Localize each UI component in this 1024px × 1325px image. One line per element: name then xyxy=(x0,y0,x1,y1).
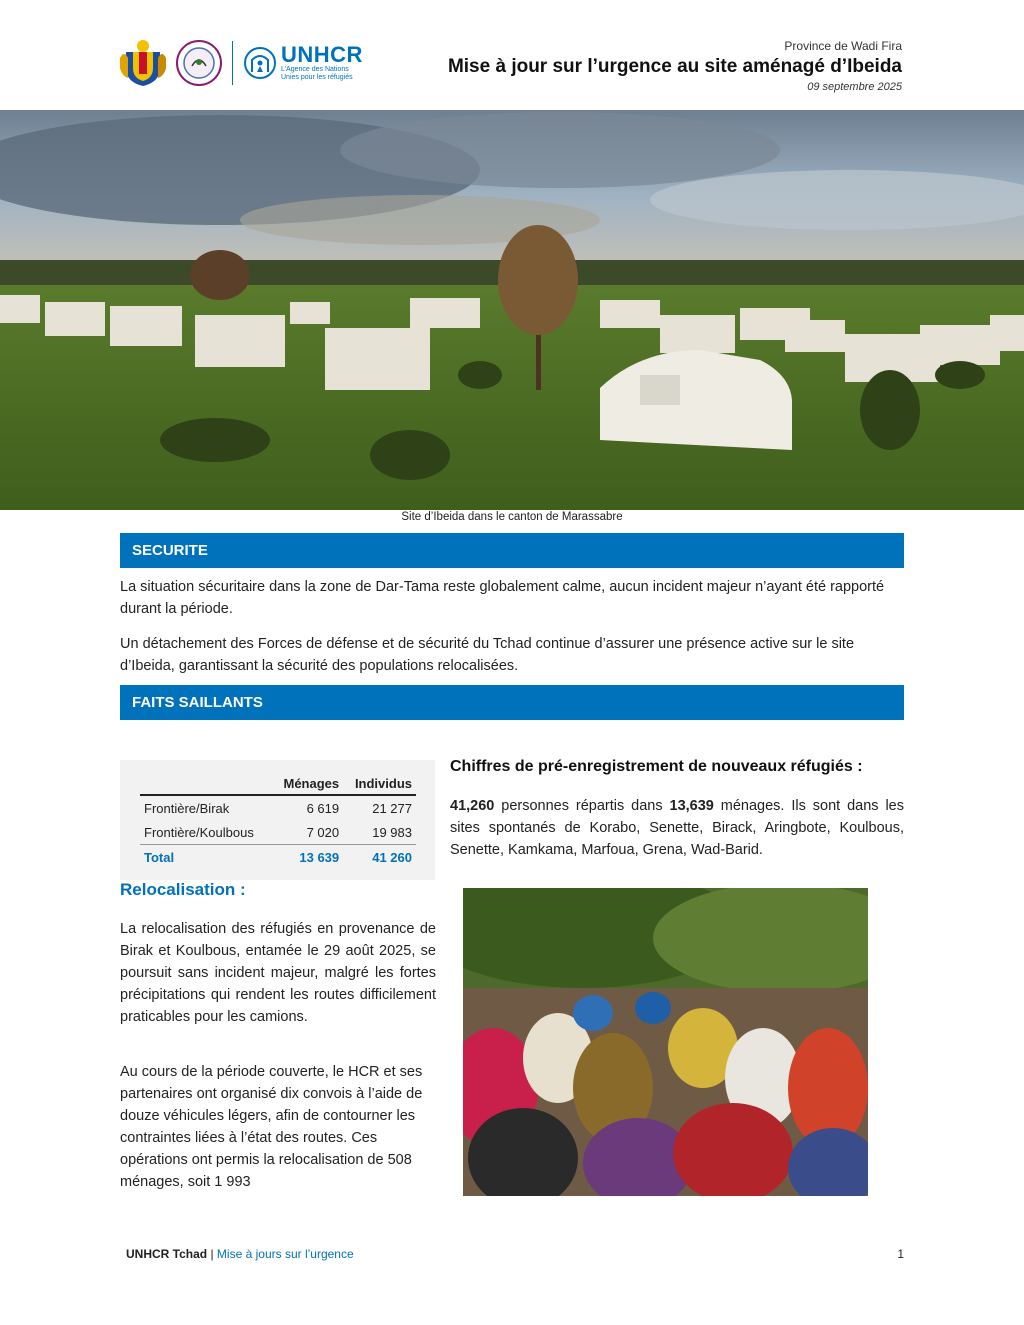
row-menages: 6 619 xyxy=(306,800,340,816)
unhcr-emblem-logo xyxy=(243,46,277,80)
chiffres-paragraph xyxy=(450,795,904,861)
page-footer xyxy=(126,1247,354,1261)
footer-subtitle: Mise à jours sur l’urgence xyxy=(216,1247,354,1261)
table-row xyxy=(140,795,416,820)
table-row xyxy=(140,820,416,845)
column-header-individus: Individus xyxy=(343,772,416,795)
logo-separator xyxy=(232,41,233,85)
stats-table-header xyxy=(140,772,416,795)
row-label: Frontière/Koulbous xyxy=(144,824,254,840)
province-label: Province de Wadi Fira xyxy=(784,39,902,53)
unhcr-wordmark-text: UNHCR xyxy=(281,42,363,67)
header-title-block xyxy=(448,38,902,94)
section-heading-faits-saillants: FAITS SAILLANTS xyxy=(120,685,904,720)
stats-table-box xyxy=(120,760,435,880)
relocalisation-title: Relocalisation : xyxy=(120,880,246,899)
row-label: Frontière/Birak xyxy=(144,800,230,816)
stats-table xyxy=(140,772,416,869)
column-header-menages: Ménages xyxy=(272,772,343,795)
logo-group xyxy=(118,38,363,88)
row-individus: 19 983 xyxy=(372,824,412,840)
section-heading-securite: SECURITE xyxy=(120,533,904,568)
unhcr-tagline-2: Unies pour les réfugiés xyxy=(281,74,353,81)
chiffres-text-a: personnes répartis dans xyxy=(494,798,670,814)
relocalisation-paragraph-1: La relocalisation des réfugiés en provenance de Birak et Koulbous, entamée le 29 août 2025, se poursuit sans incident majeur, malgré les fortes précipitations qui rendent les routes difficilement praticables pour les camions. xyxy=(120,921,436,1025)
chiffres-title: Chiffres de pré-enregistrement de nouveaux réfugiés : xyxy=(450,758,863,775)
footer-org: UNHCR Tchad xyxy=(126,1247,208,1261)
photo-caption: Site d’Ibeida dans le canton de Marassabre xyxy=(401,511,623,523)
total-individus: 41 260 xyxy=(343,845,416,870)
row-menages: 7 020 xyxy=(306,824,340,840)
cnarr-seal-logo xyxy=(176,40,222,86)
total-menages: 13 639 xyxy=(272,845,343,870)
securite-paragraph-1: La situation sécuritaire dans la zone de Dar-Tama reste globalement calme, aucun incident majeur n’ayant été rapporté durant la période. xyxy=(120,579,885,617)
page-number: 1 xyxy=(897,1247,904,1261)
footer-separator: | xyxy=(207,1247,217,1261)
unhcr-wordmark xyxy=(281,44,363,82)
publication-date: 09 septembre 2025 xyxy=(807,81,902,93)
page-header xyxy=(0,0,1024,110)
camp-tents-photo xyxy=(0,110,1024,510)
relocalisation-paragraph-2: Au cours de la période couverte, le HCR et ses partenaires ont organisé dix convois à l’aide de douze véhicules légers, afin de contourner les contraintes liées à l’état des routes. Ces opérations ont permis la relocalisation de 508 ménages, soit 1 993 xyxy=(120,1064,423,1190)
row-individus: 21 277 xyxy=(372,800,412,816)
page-title: Mise à jour sur l’urgence au site aménagé d’Ibeida xyxy=(447,56,902,77)
table-total-row xyxy=(140,845,416,870)
total-label: Total xyxy=(140,845,272,870)
chiffres-text-b: ménages. Ils sont dans les sites spontanés de Korabo, Senette, Birack, Aringbote, Koulbous, Senette, Kamkama, Marfoua, Grena, Wad-Barid. xyxy=(450,798,904,858)
unhcr-tagline-1: L’Agence des Nations xyxy=(281,66,349,73)
securite-paragraph-2: Un détachement des Forces de défense et de sécurité du Tchad continue d’assurer une présence active sur le site d’Ibeida, garantissant la sécurité des populations relocalisées. xyxy=(120,636,855,674)
refugee-crowd-photo xyxy=(463,888,868,1196)
column-header-label xyxy=(140,772,272,795)
chad-coat-of-arms-logo xyxy=(118,38,168,88)
people-count: 41,260 xyxy=(450,798,495,814)
household-count: 13,639 xyxy=(669,798,714,814)
